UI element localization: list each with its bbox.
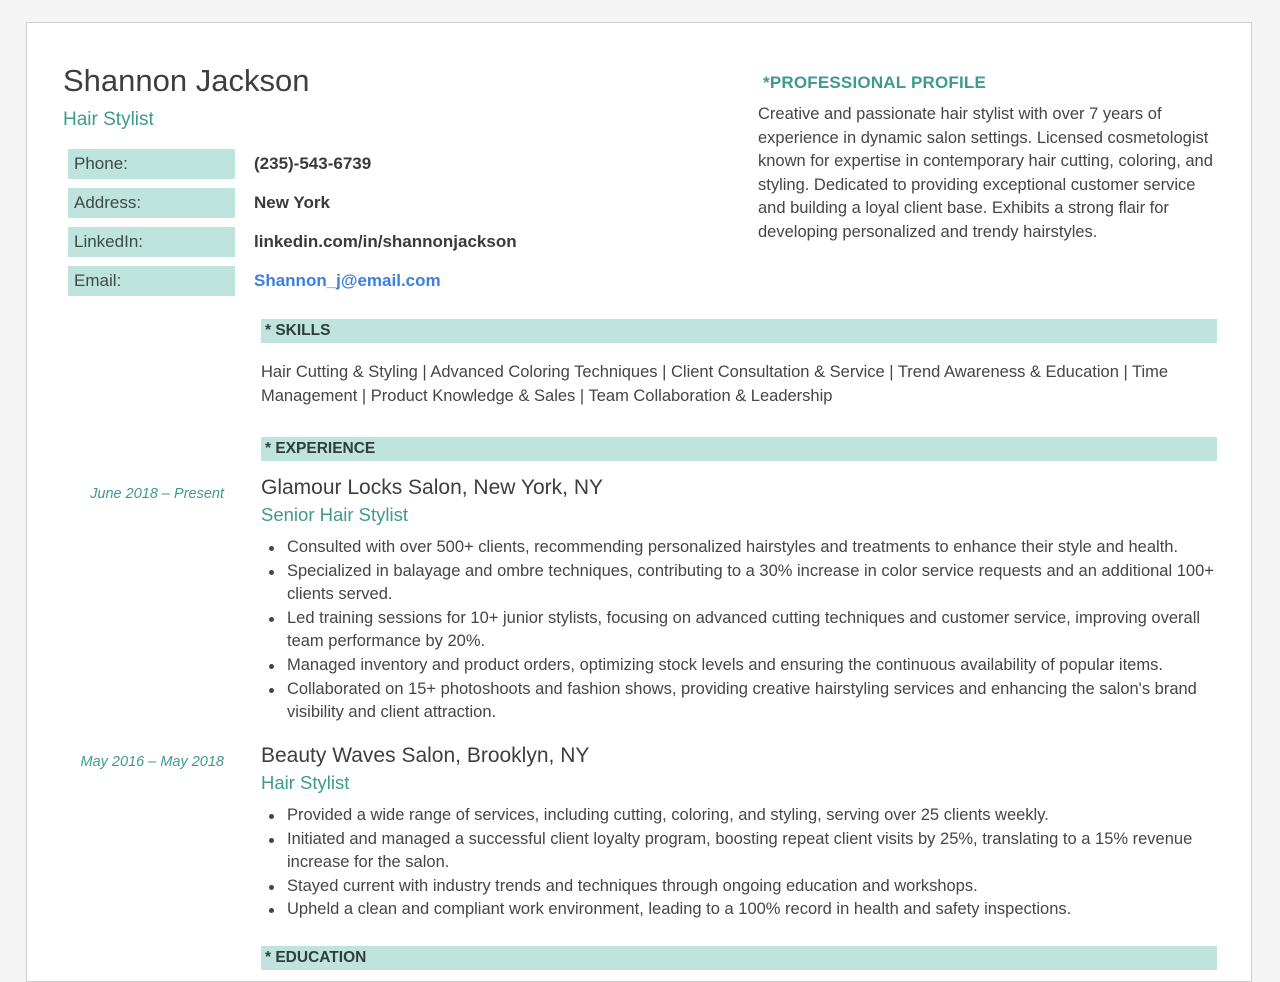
skills-text: Hair Cutting & Styling | Advanced Coloring Techniques | Client Consultation & Service | Trend Awareness & Education | Time Management | Product Knowledge & Sales | Team Collaboration & Leadership <box>261 363 1169 405</box>
phone-label: Phone: <box>68 149 235 179</box>
job-company: Glamour Locks Salon, New York, NY <box>261 476 603 499</box>
job-bullet: Consulted with over 500+ clients, recommending personalized hairstyles and treatments to enhance their style and health. <box>287 536 1226 560</box>
experience-heading-text: EXPERIENCE <box>275 440 376 457</box>
skills-heading-text: SKILLS <box>275 322 331 339</box>
job-bullet: Managed inventory and product orders, optimizing stock levels and ensuring the continuous availability of popular items. <box>287 654 1226 678</box>
linkedin-value: linkedin.com/in/shannonjackson <box>254 232 517 251</box>
email-link[interactable]: Shannon_j@email.com <box>254 271 441 290</box>
profile-heading: *PROFESSIONAL PROFILE <box>763 73 987 92</box>
job-bullet: Specialized in balayage and ombre techniques, contributing to a 30% increase in color service requests and an additional 100+ clients served. <box>287 560 1226 607</box>
job-company: Beauty Waves Salon, Brooklyn, NY <box>261 744 590 767</box>
experience-heading: * EXPERIENCE <box>261 437 1217 461</box>
job-bullet: Initiated and managed a successful client loyalty program, boosting repeat client visits by 25%, translating to a 15% revenue increase for the salon. <box>287 828 1226 875</box>
candidate-role: Hair Stylist <box>63 109 154 130</box>
job-bullet: Led training sessions for 10+ junior stylists, focusing on advanced cutting techniques and customer service, improving overall team performance by 20%. <box>287 607 1226 654</box>
profile-heading-text: PROFESSIONAL PROFILE <box>769 73 987 92</box>
profile-text: Creative and passionate hair stylist with over 7 years of experience in dynamic salon settings. Licensed cosmetologist known for expertise in contemporary hair cutting, coloring, and styling. Dedicated to providing exceptional customer service and building a loyal client base. Exhibits a strong flair for developing personalized and trendy hairstyles. <box>758 105 1213 241</box>
skills-heading: * SKILLS <box>261 319 1217 343</box>
job-bullets <box>261 804 1226 922</box>
job-bullet: Provided a wide range of services, including cutting, coloring, and styling, serving over 25 clients weekly. <box>287 804 1226 828</box>
job-title: Senior Hair Stylist <box>261 504 409 525</box>
address-label: Address: <box>68 188 235 218</box>
resume-page <box>26 22 1252 982</box>
phone-value: (235)-543-6739 <box>254 154 372 173</box>
job-bullets <box>261 536 1226 725</box>
job-bullet: Collaborated on 15+ photoshoots and fashion shows, providing creative hairstyling services and enhancing the salon's brand visibility and client attraction. <box>287 678 1226 725</box>
job-dates: June 2018 – Present <box>90 486 224 502</box>
job-bullet: Stayed current with industry trends and techniques through ongoing education and workshops. <box>287 875 1226 899</box>
address-value: New York <box>254 193 330 212</box>
linkedin-label: LinkedIn: <box>68 227 235 257</box>
education-heading-text: EDUCATION <box>275 949 367 966</box>
job-dates: May 2016 – May 2018 <box>80 754 224 770</box>
candidate-name: Shannon Jackson <box>63 63 310 98</box>
email-label: Email: <box>68 266 235 296</box>
job-bullet: Upheld a clean and compliant work environment, leading to a 100% record in health and safety inspections. <box>287 898 1226 922</box>
education-heading: * EDUCATION <box>261 946 1217 970</box>
job-title: Hair Stylist <box>261 772 350 793</box>
